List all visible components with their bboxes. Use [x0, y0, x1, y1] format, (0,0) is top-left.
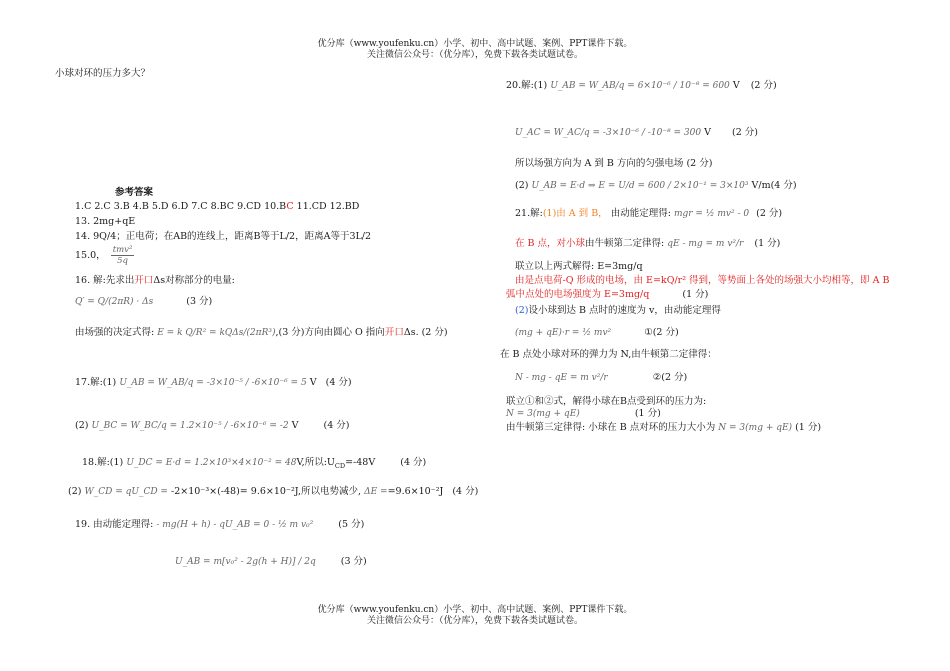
answer-18b-label: (2): [68, 486, 82, 497]
answer-17-score: (4 分): [325, 377, 352, 388]
answer-20-unit1: V: [732, 80, 740, 91]
mc-red-letter: C: [286, 201, 294, 212]
answer-18-post: V,所以:U: [296, 457, 335, 468]
answer-14: 14. 9Q/4；正电荷；在AB的连线上，距离B等于L/2，距离A等于3L/2: [75, 231, 372, 242]
answer-20-score2: (2 分): [732, 127, 759, 138]
answer-20-direction: 所以场强方向为 A 到 B 方向的匀强电场 (2 分): [515, 158, 713, 169]
answer-16-post: Δs对称部分的电量:: [153, 275, 235, 286]
answer-20-unit2: V: [704, 127, 711, 138]
answer-16-formula: [75, 296, 212, 308]
footer-line-1: 优分库（www.youfenku.cn）小学、初中、高中试题、案例、PPT课件下载。: [317, 605, 633, 615]
answer-16b-red: 开口: [384, 327, 404, 338]
answer-21e-blue: (2): [515, 305, 529, 316]
answer-17-part1: [75, 377, 352, 389]
answer-16-eq: Q′ = Q/(2πR) · Δs: [75, 297, 154, 307]
answer-18-eq: U_DC = E·d = 1.2×10³×4×10⁻² = 48: [126, 458, 297, 468]
answer-18b-score: (4 分): [452, 486, 479, 497]
answer-16: [75, 275, 235, 287]
answer-19-score: (5 分): [338, 519, 365, 530]
question-tail: 小球对环的压力多大？: [55, 68, 151, 79]
answer-21g-eq: N = 3(mg + qE): [506, 409, 580, 419]
answer-16b-pre: 由场强的决定式得:: [75, 327, 155, 338]
answer-21-note-line1: 由是点电荷-Q 形成的电场，由 E=kQ/r² 得到，等势面上各处的场强大小均相等，即 A B: [515, 275, 890, 286]
answer-19: [75, 519, 364, 531]
answer-21b-score: (1 分): [754, 238, 781, 249]
answer-18-label: 18.解:(1): [82, 457, 124, 468]
answer-16b-mid: ,(3 分)方向由圆心 O 指向: [275, 327, 385, 338]
answer-18b-eq2: ΔE =: [364, 487, 388, 497]
answer-17b-label: (2): [75, 420, 89, 431]
answer-18b-val: =9.6×10⁻²J: [387, 486, 444, 497]
answer-17b-score: (4 分): [323, 420, 350, 431]
answer-16b-eq: E = k Q/R² = kQΔs/(2πR³): [157, 328, 276, 338]
answer-20-label: 20.解:(1): [506, 80, 548, 91]
answer-17-label: 17.解:(1): [75, 377, 117, 388]
answer-17-eq: U_AB = W_AB/q = -3×10⁻⁵ / -6×10⁻⁶ = 5: [119, 378, 307, 388]
answer-18b-eq: W_CD = qU_CD =: [84, 487, 168, 497]
answer-15-den: 5q: [117, 256, 128, 266]
answer-16-score: (3 分): [186, 296, 213, 307]
answer-21-eq3: [506, 408, 661, 420]
answer-15-label: 15.0，: [75, 250, 106, 261]
answer-21-note-line2: [506, 289, 708, 301]
answer-13: 13. 2mg+qE: [75, 216, 136, 227]
answer-16-red: 开口: [134, 275, 154, 286]
answer-18-score: (4 分): [400, 457, 427, 468]
answer-19-label: 19. 由动能定理得:: [75, 519, 154, 530]
answer-17b-eq: U_BC = W_BC/q = 1.2×10⁻⁵ / -6×10⁻⁶ = -2: [91, 421, 289, 431]
answer-21b-mid: 由牛顿第二定律得:: [585, 238, 665, 249]
answer-19-formula: [175, 556, 367, 568]
answer-18-sub: CD: [334, 461, 346, 470]
header-line-2: 关注微信公众号：（优分库），免费下载各类试题试卷。: [366, 50, 583, 60]
answer-21g-score: (1 分): [634, 408, 661, 419]
answer-21-part1: [515, 208, 782, 220]
answer-19-eq: - mg(H + h) - qU_AB = 0 - ½ m v₀²: [156, 520, 314, 530]
answer-16b: [75, 327, 448, 339]
answer-21-part4: 在 B 点处小球对环的弹力为 N,由牛顿第二定律得：: [500, 349, 717, 360]
answer-20-part3: [515, 180, 797, 192]
answer-16b-post: Δs. (2 分): [403, 327, 448, 338]
answer-17-unit: V: [309, 377, 317, 388]
answer-21-part3: [515, 305, 721, 317]
answer-20-unit3: V/m(4 分): [751, 180, 797, 191]
answer-20-label2: (2): [515, 180, 529, 191]
answer-21f-mark: ②(2 分): [652, 372, 688, 383]
answer-21-result: 联立以上两式解得: E=3mg/q: [515, 261, 643, 272]
answer-18-part1: [82, 457, 426, 469]
answer-21e-eq: (mg + qE)·r = ½ mv²: [515, 328, 612, 338]
answer-21-eq2: [515, 372, 687, 384]
answer-21-note-red: 弧中点处的电场强度为 E=3mg/q: [506, 289, 650, 300]
footer-line-2: 关注微信公众号：（优分库），免费下载各类试题试卷。: [366, 616, 583, 626]
answer-20-eq3: U_AB = E·d ⇒ E = U/d = 600 / 2×10⁻¹ = 3×10³: [531, 181, 749, 191]
answers-title: 参考答案: [115, 187, 154, 198]
answer-21-final: [506, 422, 821, 434]
answer-21h-pre: 由牛顿第三定律得: 小球在 B 点对环的压力大小为: [506, 422, 716, 433]
answer-21h-eq: N = 3(mg + qE): [718, 423, 793, 433]
answer-21h-score: (1 分): [795, 422, 822, 433]
answer-19b-score: (3 分): [340, 556, 367, 567]
answer-18-part2: [68, 486, 478, 498]
answer-15: [75, 245, 136, 266]
answer-20-score1: (2 分): [750, 80, 777, 91]
answer-21-orange: (1)由 A 到 B，: [542, 208, 608, 219]
answer-16-pre: 16. 解:先求出: [75, 275, 135, 286]
answer-20-part1: [506, 80, 777, 92]
answer-20-eq2: U_AC = W_AC/q = -3×10⁻⁶ / -10⁻⁸ = 300: [515, 128, 702, 138]
answer-17b-unit: V: [291, 420, 299, 431]
answer-21e-mark: ①(2 分): [644, 327, 679, 338]
answer-21-part5: 联立①和②式，解得小球在B点受到环的压力为:: [506, 396, 707, 407]
answer-21-eq: mgr = ½ mv² - 0: [673, 209, 750, 219]
answer-21-note-score: (1 分): [682, 289, 709, 300]
answer-15-fraction: [111, 245, 135, 266]
answer-19b-eq: U_AB = m[v₀² - 2g(h + H)] / 2q: [175, 557, 316, 567]
answer-21b-eq: qE - mg = m v²/r: [667, 239, 744, 249]
answer-21f-eq: N - mg - qE = m v²/r: [515, 373, 608, 383]
answer-21-part2: [515, 238, 780, 250]
answer-21-label: 21.解:: [515, 208, 543, 219]
mc-prefix: 1.C 2.C 3.B 4.B 5.D 6.D 7.C 8.BC 9.CD 10.B: [75, 201, 287, 212]
header-line-1: 优分库（www.youfenku.cn）小学、初中、高中试题、案例、PPT课件下载。: [317, 39, 633, 49]
answer-20-part2: [515, 127, 758, 139]
answer-21-score: (2 分): [756, 208, 783, 219]
answer-21e-text: 设小球到达 B 点时的速度为 v，由动能定理得: [528, 305, 721, 316]
answer-18b-post: -2×10⁻³×(-48)= 9.6×10⁻²J,所以电势减少,: [171, 486, 362, 497]
answer-21b-red: 在 B 点，对小球: [515, 238, 586, 249]
answer-18-val: =-48V: [345, 457, 376, 468]
mc-answers: [75, 201, 359, 213]
answer-21-mid: 由动能定理得:: [610, 208, 671, 219]
answer-15-num: tmv²: [112, 245, 133, 255]
answer-21-eq1: [515, 327, 679, 339]
answer-20-eq1: U_AB = W_AB/q = 6×10⁻⁶ / 10⁻⁸ = 600: [550, 81, 730, 91]
answer-17-part2: [75, 420, 349, 432]
mc-suffix: 11.CD 12.BD: [293, 201, 360, 212]
